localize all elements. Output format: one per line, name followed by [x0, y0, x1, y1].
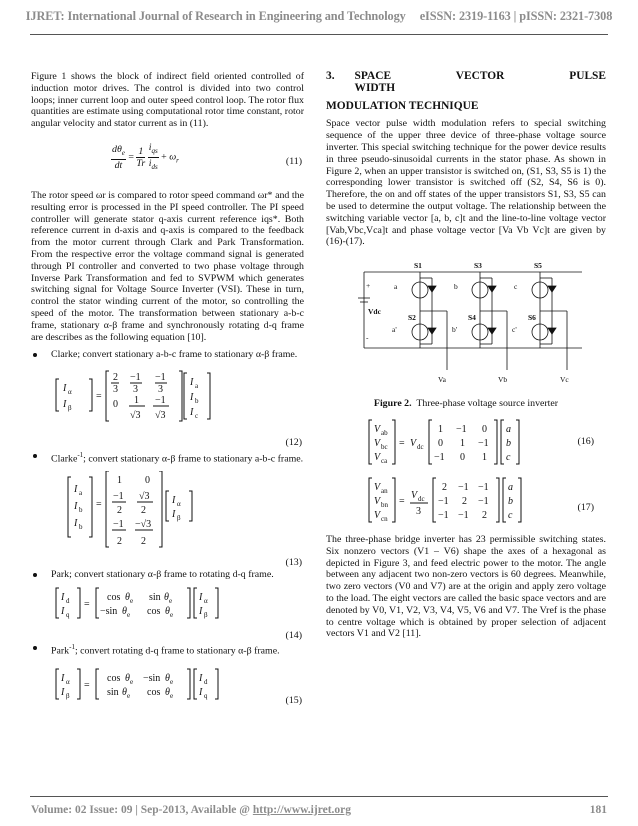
svg-text:=: = — [84, 599, 90, 611]
svg-text:0: 0 — [482, 423, 487, 435]
svg-text:−1: −1 — [155, 372, 166, 384]
svg-text:an: an — [381, 486, 388, 495]
svg-text:β: β — [68, 404, 72, 413]
svg-text:ca: ca — [381, 456, 388, 465]
svg-text:e: e — [130, 597, 134, 606]
svg-text:V: V — [411, 489, 418, 501]
journal-link[interactable]: http://www.ijret.org — [252, 804, 352, 816]
label-plus: + — [366, 281, 371, 291]
svg-text:−1: −1 — [458, 509, 469, 521]
right-paragraph-2: The three-phase bridge inverter has 23 permissible switching states. Six nonzero vectors (V1 – V6) shape the axes of a hexagonal as depicted in Figure 3, and feed electric power to the motor. The angle between any adjacent two non-zero vectors is 60 degrees. Meanwhile, two zero vectors (V0 and V7) are at the origin and apply zero voltage to the load. The eight vectors are called the basic space vectors and are denoted by V0, V1, V2, V3, V4, V5, V6 and V7. The Vref is the phase to centre voltage which is obtained by proper selection of adjacent vectors V1 and V2 [11]. — [326, 533, 606, 640]
svg-text:=: = — [399, 437, 405, 449]
svg-text:0: 0 — [145, 475, 150, 487]
svg-text:θ: θ — [165, 673, 170, 685]
inverter-circuit-diagram — [352, 258, 584, 390]
equation-17 — [326, 476, 606, 524]
svg-text:b: b — [79, 523, 83, 532]
label-va: Va — [438, 375, 446, 385]
svg-text:√3: √3 — [139, 491, 150, 503]
svg-text:−1: −1 — [458, 481, 469, 493]
svg-text:−1: −1 — [456, 423, 467, 435]
svg-text:2: 2 — [141, 505, 146, 517]
label-a: a — [394, 282, 398, 292]
svg-text:0: 0 — [438, 437, 443, 449]
clarke-bullet — [31, 349, 304, 361]
svg-text:θ: θ — [125, 673, 130, 685]
svg-text:I: I — [61, 606, 65, 618]
svg-text:I: I — [199, 687, 203, 699]
bullet-dot — [33, 573, 37, 577]
svg-text:1: 1 — [460, 437, 465, 449]
svg-text:−√3: −√3 — [135, 519, 152, 531]
svg-text:−1: −1 — [438, 509, 449, 521]
eq17-number: (17) — [577, 502, 594, 514]
equation-14 — [31, 586, 304, 622]
svg-text:2: 2 — [462, 495, 467, 507]
svg-text:e: e — [170, 611, 174, 620]
section-title-line-2: MODULATION TECHNIQUE — [326, 99, 479, 112]
label-s6: S6 — [528, 313, 536, 323]
svg-text:dc: dc — [418, 494, 425, 503]
svg-text:I: I — [190, 392, 194, 404]
svg-text:q: q — [66, 611, 70, 620]
svg-text:=: = — [96, 391, 102, 403]
svg-text:=: = — [96, 499, 102, 511]
clarke-matrix — [55, 369, 215, 427]
eq14-number: (14) — [285, 630, 302, 642]
inverse-park-matrix — [55, 667, 225, 703]
eq12-number: (12) — [285, 437, 302, 449]
svg-text:θ: θ — [164, 592, 169, 604]
bullet-dot — [33, 454, 37, 458]
svg-text:1: 1 — [438, 423, 443, 435]
svg-text:=: = — [84, 680, 90, 692]
svg-text:c: c — [506, 451, 511, 463]
svg-text:e: e — [169, 597, 173, 606]
svg-text:−1: −1 — [478, 495, 489, 507]
svg-text:a: a — [79, 489, 83, 498]
label-a-prime: a' — [392, 325, 397, 335]
eq11-number: (11) — [285, 156, 302, 168]
svg-text:a: a — [508, 481, 513, 493]
svg-text:bc: bc — [381, 442, 388, 451]
svg-text:d: d — [66, 597, 70, 606]
svg-text:a: a — [506, 423, 511, 435]
bullet-dot — [33, 353, 37, 357]
svg-text:ab: ab — [381, 428, 388, 437]
section-heading — [326, 71, 606, 95]
right-column — [326, 71, 606, 640]
svg-text:1: 1 — [134, 395, 139, 407]
svg-text:I: I — [74, 518, 78, 530]
right-paragraph-1: Space vector pulse width modulation refers to special switching sequence of the upper three device of three-phase voltage source inverter. This special switching technique for the power device results in three pseudo-sinusoidal currents in the stator phase. As shown in Figure 2, when an upper transistor is switched on, (S1, S3, S5 is 1) the corresponding lower transistor is switched off (S2, S4, S6 is 0). Therefore, the on and off states of the upper transistors S1, S3, S5 can be used to determine the output voltage. The relationship between the switching variable vector [a, b, c]t and the line-to-line voltage vector [Vab,Vbc,Vca]t and phase voltage vector [Va Vb Vc]t are given by (16)-(17). — [326, 118, 606, 248]
equation-16 — [326, 418, 606, 466]
equation-15 — [31, 667, 304, 707]
svg-text:V: V — [410, 437, 417, 449]
inverse-clarke-post: ; convert stationary α-β frame to stationary a-b-c frame. — [83, 453, 304, 465]
phase-voltage-matrix — [368, 476, 548, 524]
svg-text:β: β — [66, 692, 70, 701]
left-paragraph-2: The rotor speed ωr is compared to rotor speed command ωr* and the resulting error is processed in the PI speed controller. The PI speed controller will generate stator q-axis current reference iqs*. Both reference current in d-axis and q-axis is compared to the feedback from the motor current through Clark and Park Transformation. From the respective error the voltage command signal is generated through PI controller and converted to two phase voltage through Inverse Park Transformation and fed to SVPWM which generates switching signal for Voltage Source Inverter (VSI). These in turn, control the stator winding current of the motor, so controlling the speed of the motor. The transformation between stationary a-b-c frame, stationary α-β frame and synchronously rotating d-q frame are describes as the following equation [10]. — [31, 189, 304, 343]
svg-text:1: 1 — [117, 475, 122, 487]
inverse-clarke-sup: -1 — [77, 451, 84, 460]
running-header — [0, 9, 638, 24]
svg-text:θ: θ — [125, 592, 130, 604]
equation-13 — [31, 471, 304, 549]
svg-text:−1: −1 — [434, 451, 445, 463]
equation-11: $\frac{d\theta_e}{dt}$ = $\frac{1}{Tr}$ $\frac{i_{qs}}{i_{ds}}$ + $\omega_r$ (11) — [112, 141, 302, 171]
svg-text:3: 3 — [133, 384, 138, 396]
svg-text:3: 3 — [113, 384, 118, 396]
label-s1: S1 — [414, 261, 422, 271]
svg-text:I: I — [190, 377, 194, 389]
svg-text:I: I — [61, 592, 65, 604]
svg-text:a: a — [195, 382, 199, 391]
svg-text:2: 2 — [117, 536, 122, 548]
svg-text:b: b — [506, 437, 511, 449]
svg-text:V: V — [374, 437, 381, 449]
inverse-park-sup: -1 — [69, 643, 75, 652]
inverse-clarke-bullet — [31, 450, 304, 465]
svg-text:−1: −1 — [438, 495, 449, 507]
label-s3: S3 — [474, 261, 482, 271]
svg-text:−sin: −sin — [143, 673, 161, 685]
eq15-number: (15) — [285, 695, 302, 707]
svg-text:dc: dc — [417, 442, 424, 451]
svg-text:I: I — [63, 383, 67, 395]
svg-text:I: I — [172, 495, 176, 507]
svg-text:cos: cos — [147, 687, 161, 699]
svg-text:I: I — [63, 399, 67, 411]
park-bullet — [31, 569, 304, 581]
svg-text:q: q — [204, 692, 208, 701]
svg-text:2: 2 — [117, 505, 122, 517]
page-footer — [31, 804, 607, 816]
svg-text:2: 2 — [482, 509, 487, 521]
inverse-park-bullet — [31, 642, 304, 657]
svg-text:3: 3 — [416, 505, 421, 517]
equation-12 — [31, 369, 304, 429]
svg-text:V: V — [374, 509, 381, 521]
label-s2: S2 — [408, 313, 416, 323]
svg-text:cos: cos — [107, 592, 121, 604]
label-minus: - — [366, 333, 369, 343]
svg-text:I: I — [172, 509, 176, 521]
left-paragraph-1: Figure 1 shows the block of indirect field oriented controlled of induction motor drives. The control is divided into two control loops; inner current loop and outer speed control loop. The rotor flux quantities are estimate using computational rotor time constant, rotor angular velocity and stator current as in (11). — [31, 71, 304, 130]
clarke-text: Clarke; convert stationary a-b-c frame to stationary α-β frame. — [51, 349, 298, 361]
svg-text:c: c — [195, 412, 199, 421]
inverse-clarke-matrix — [55, 471, 205, 549]
svg-text:−1: −1 — [478, 437, 489, 449]
journal-name: IJRET: International Journal of Research in Engineering and Technology — [25, 9, 406, 23]
park-text: Park; convert stationary α-β frame to rotating d-q frame. — [51, 569, 274, 581]
svg-text:e: e — [127, 611, 131, 620]
footer-text: Volume: 02 Issue: 09 | Sep-2013, Available @ — [31, 804, 253, 816]
svg-text:e: e — [127, 692, 131, 701]
svg-text:cn: cn — [381, 514, 388, 523]
label-c-prime: c' — [512, 325, 517, 335]
left-column — [31, 71, 304, 715]
svg-text:−1: −1 — [130, 372, 141, 384]
svg-text:I: I — [199, 606, 203, 618]
svg-text:I: I — [199, 592, 203, 604]
svg-text:2: 2 — [113, 372, 118, 384]
svg-text:d: d — [204, 678, 208, 687]
figure-2-caption — [326, 398, 606, 410]
svg-text:√3: √3 — [155, 410, 166, 422]
line-voltage-matrix — [368, 418, 548, 466]
inverse-clarke-pre: Clarke — [51, 453, 78, 465]
section-title-line-1: SPACE VECTOR PULSE WIDTH — [354, 70, 606, 94]
svg-text:I: I — [190, 407, 194, 419]
inverse-park-pre: Park — [51, 645, 70, 657]
svg-text:−1: −1 — [113, 491, 124, 503]
label-vb: Vb — [498, 375, 508, 385]
svg-text:b: b — [508, 495, 513, 507]
svg-text:sin: sin — [107, 687, 119, 699]
svg-text:α: α — [204, 597, 208, 606]
label-s5: S5 — [534, 261, 542, 271]
svg-text:θ: θ — [165, 687, 170, 699]
svg-text:α: α — [68, 388, 72, 397]
svg-text:I: I — [61, 687, 65, 699]
label-b-prime: b' — [452, 325, 458, 335]
park-matrix — [55, 586, 225, 622]
bullet-dot — [33, 646, 37, 650]
label-vdc: Vdc — [368, 307, 381, 317]
issn: eISSN: 2319-1163 | pISSN: 2321-7308 — [419, 9, 613, 23]
figure-2 — [326, 256, 606, 394]
label-c: c — [514, 282, 518, 292]
svg-text:1: 1 — [482, 451, 487, 463]
svg-text:=: = — [399, 495, 405, 507]
svg-text:b: b — [195, 397, 199, 406]
label-vc: Vc — [560, 375, 569, 385]
svg-text:e: e — [170, 692, 174, 701]
section-number: 3. — [326, 70, 335, 82]
svg-text:α: α — [177, 500, 181, 509]
header-rule — [30, 34, 608, 35]
svg-text:I: I — [61, 673, 65, 685]
svg-text:3: 3 — [158, 384, 163, 396]
svg-text:−sin: −sin — [100, 606, 118, 618]
svg-text:β: β — [204, 611, 208, 620]
svg-text:cos: cos — [147, 606, 161, 618]
svg-text:e: e — [170, 678, 174, 687]
svg-text:θ: θ — [122, 687, 127, 699]
svg-text:α: α — [66, 678, 70, 687]
svg-text:−1: −1 — [155, 395, 166, 407]
svg-text:√3: √3 — [130, 410, 141, 422]
svg-text:V: V — [374, 423, 381, 435]
svg-text:I: I — [74, 501, 78, 513]
svg-text:I: I — [74, 484, 78, 496]
svg-text:−1: −1 — [478, 481, 489, 493]
svg-text:sin: sin — [149, 592, 161, 604]
eq16-number: (16) — [577, 436, 594, 448]
svg-text:−1: −1 — [113, 519, 124, 531]
eq13-number: (13) — [285, 557, 302, 569]
svg-text:e: e — [130, 678, 134, 687]
inverse-park-post: ; convert rotating d-q frame to stationary α-β frame. — [74, 645, 280, 657]
figure-label: Figure 2. — [373, 398, 412, 410]
svg-text:bn: bn — [381, 500, 388, 509]
svg-text:c: c — [508, 509, 513, 521]
svg-text:θ: θ — [165, 606, 170, 618]
svg-text:V: V — [374, 495, 381, 507]
footer-rule — [30, 796, 608, 797]
svg-text:0: 0 — [460, 451, 465, 463]
figure-caption-text: Three-phase voltage source inverter — [416, 398, 559, 410]
svg-text:cos: cos — [107, 673, 121, 685]
page-number: 181 — [589, 804, 607, 816]
svg-text:θ: θ — [122, 606, 127, 618]
svg-text:2: 2 — [442, 481, 447, 493]
svg-text:β: β — [177, 514, 181, 523]
label-s4: S4 — [468, 313, 476, 323]
svg-text:2: 2 — [141, 536, 146, 548]
svg-text:V: V — [374, 481, 381, 493]
svg-text:I: I — [199, 673, 203, 685]
label-b: b — [454, 282, 458, 292]
svg-text:0: 0 — [113, 399, 118, 411]
svg-text:b: b — [79, 506, 83, 515]
svg-text:V: V — [374, 451, 381, 463]
